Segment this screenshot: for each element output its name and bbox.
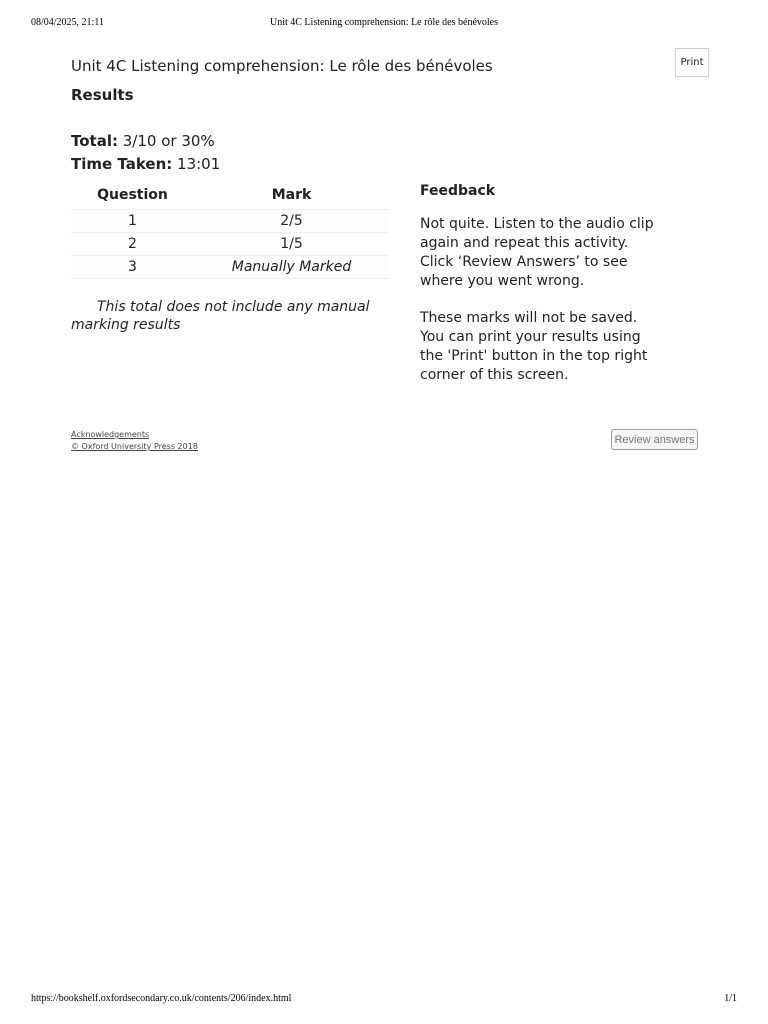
results-heading: Results	[71, 86, 134, 104]
question-number: 2	[71, 233, 194, 256]
print-timestamp: 08/04/2025, 21:11	[31, 17, 104, 28]
manual-marking-note: This total does not include any manual marking results	[71, 299, 370, 333]
question-number: 1	[71, 210, 194, 233]
page-count: 1/1	[724, 993, 737, 1004]
print-footer	[31, 993, 737, 1007]
print-button[interactable]: Print	[675, 48, 709, 77]
table-row	[71, 233, 389, 256]
copyright-link[interactable]: © Oxford University Press 2018	[71, 442, 198, 451]
results-table	[71, 181, 389, 279]
column-header-question: Question	[97, 187, 168, 203]
print-url: https://bookshelf.oxfordsecondary.co.uk/contents/206/index.html	[31, 993, 292, 1004]
question-mark: Manually Marked	[194, 256, 389, 279]
page-title: Unit 4C Listening comprehension: Le rôle des bénévoles	[71, 57, 493, 75]
table-row	[71, 210, 389, 233]
time-label: Time Taken:	[71, 155, 173, 173]
table-header-row	[71, 181, 389, 210]
feedback-message: Not quite. Listen to the audio clip again and repeat this activity. Click ‘Review Answers’ to see where you went wrong.	[420, 216, 654, 289]
total-label: Total:	[71, 132, 118, 150]
save-notice: These marks will not be saved. You can print your results using the 'Print' button in the top right corner of this screen.	[420, 310, 648, 383]
total-score	[71, 132, 215, 150]
time-taken	[71, 155, 220, 173]
table-row	[71, 256, 389, 279]
question-number: 3	[71, 256, 194, 279]
total-value: 3/10 or 30%	[122, 132, 215, 150]
review-answers-button[interactable]: Review answers	[611, 429, 698, 450]
acknowledgements-link[interactable]: Acknowledgements	[71, 430, 150, 439]
print-header	[31, 17, 737, 31]
question-mark: 2/5	[194, 210, 389, 233]
time-value: 13:01	[177, 155, 221, 173]
print-header-title: Unit 4C Listening comprehension: Le rôle des bénévoles	[269, 17, 498, 28]
column-header-mark: Mark	[271, 187, 312, 203]
feedback-heading: Feedback	[420, 183, 496, 199]
question-mark: 1/5	[194, 233, 389, 256]
